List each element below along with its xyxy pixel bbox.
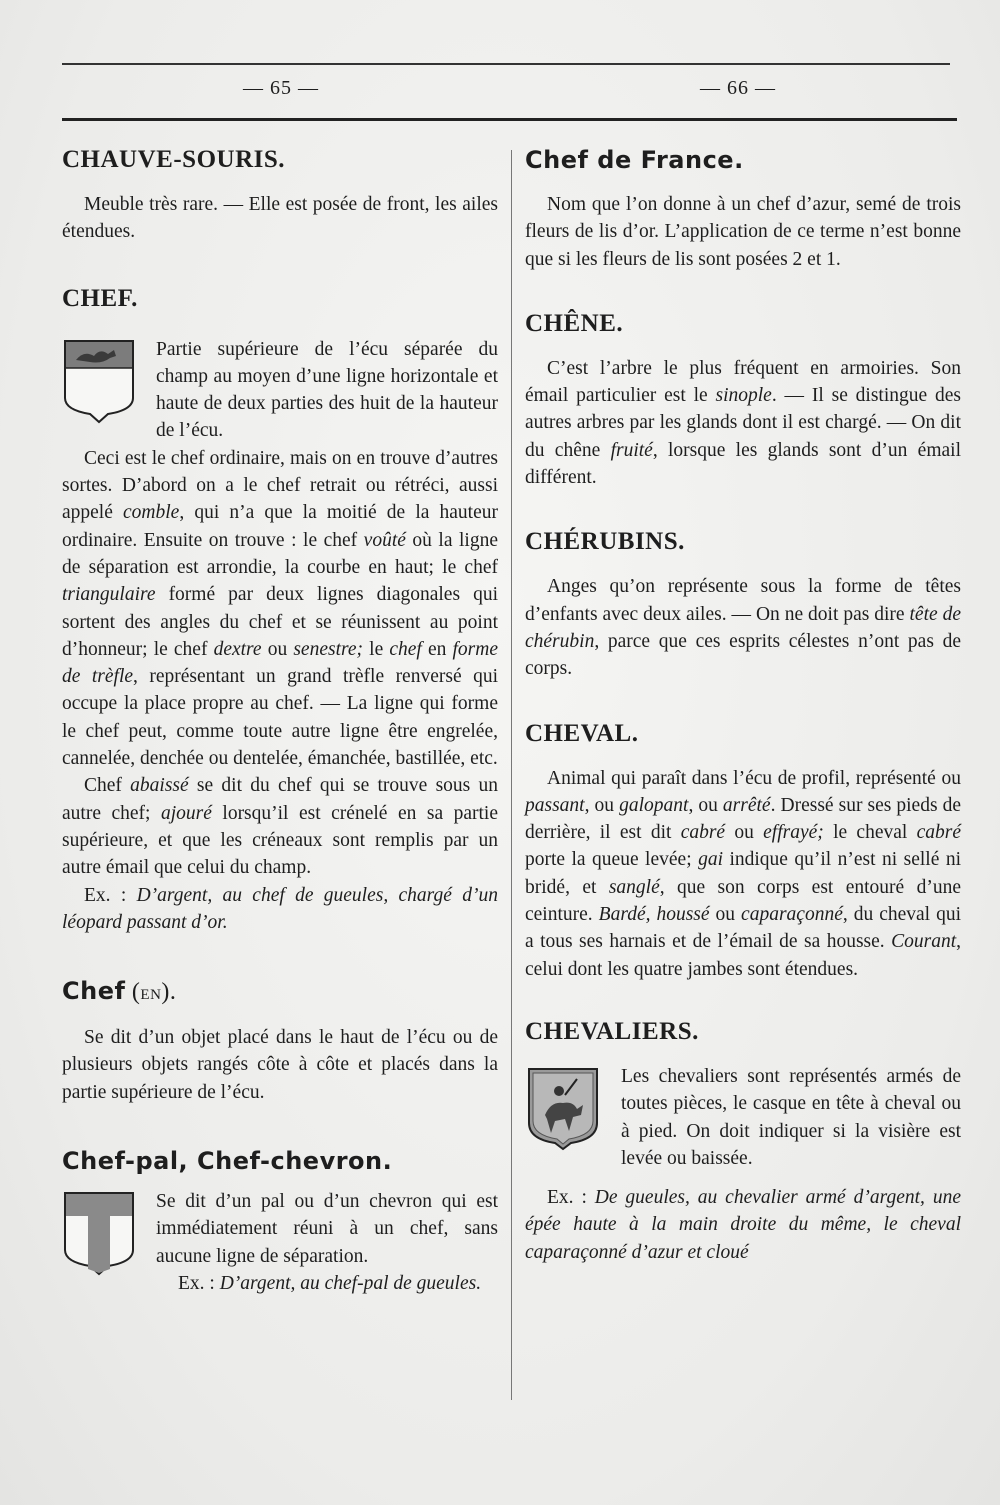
page-number-right: — 66 —: [700, 77, 776, 99]
entry-text-chauve-souris: Meuble très rare. — Elle est posée de front, les ailes étendues.: [62, 194, 498, 243]
entry-text-chef-abaisse: Chef abaissé se dit du chef qui se trouve sous un autre chef; ajouré lorsqu’il est crénelé en sa partie supérieure, et que les créneaux sont remplis par un autre émail que celui du champ.: [62, 775, 499, 879]
shield-chef-icon: [62, 338, 136, 424]
page-number-left: — 65 —: [243, 77, 319, 99]
entry-text-chef-en: Se dit d’un objet placé dans le haut de l’écu ou de plusieurs objets rangés côte à côte et placés dans la partie supérieure de l’écu.: [62, 1027, 498, 1103]
entry-intro-chef: Partie supérieure de l’écu séparée du champ au moyen d’une ligne horizontale et haute de deux parties des huit de la hauteur de l’écu.: [156, 338, 498, 442]
example-chevaliers: Ex. : De gueules, au chevalier armé d’argent, une épée haute à la main droite du même, le cheval caparaçonné d’azur et cloué: [525, 1187, 961, 1263]
entry-title-chauve-souris: CHAUVE-SOURIS.: [62, 146, 286, 173]
entry-title-cheval: CHEVAL.: [525, 719, 639, 747]
header-rule-top: [62, 63, 950, 65]
entry-text-chef-pal: Se dit d’un pal ou d’un chevron qui est immédiatement réuni à un chef, sans aucune ligne de séparation.: [156, 1191, 498, 1267]
entry-title-chef-pal: Chef-pal, Chef-chevron.: [62, 1147, 393, 1176]
right-column: [525, 145, 961, 1266]
entry-title-chef: CHEF.: [62, 284, 138, 312]
shield-chef-pal-icon: [62, 1190, 136, 1276]
entry-title-chef-de-france: Chef de France.: [525, 146, 744, 174]
entry-text-chevaliers: Les chevaliers sont représentés armés de toutes pièces, le casque en tête à cheval ou à pied. On doit indiquer si la visière est levée ou baissée.: [621, 1065, 961, 1169]
column-divider: [511, 150, 512, 1400]
entry-title-chene: CHÊNE.: [525, 309, 624, 337]
entry-title-chevaliers: CHEVALIERS.: [525, 1017, 699, 1045]
entry-title-chef-en: Chef (EN).: [62, 977, 177, 1006]
shield-chevalier-icon: [525, 1065, 601, 1151]
example-chef: Ex. : D’argent, au chef de gueules, chargé d’un léopard passant d’or.: [62, 884, 498, 933]
entry-text-chef-de-france: Nom que l’on donne à un chef d’azur, semé de trois fleurs de lis d’or. L’application de ce terme n’est bonne que si les fleurs de lis sont posées 2 et 1.: [525, 194, 961, 270]
entry-text-chef-sorts: Ceci est le chef ordinaire, mais on en trouve d’autres sortes. D’abord on a le chef retrait ou rétréci, aussi appelé comble, qui n’a que la moitié de la hauteur ordinaire. Ensuite on trouve : le chef voûté où la ligne de séparation est arrondie, la courbe en haut; le chef triangulaire formé par deux lignes diagonales qui sortent des angles du chef et se réunissent au point d’honneur; le chef dextre ou senestre; le chef en forme de trèfle, représentant un grand trèfle renversé qui occupe la place propre au chef. — La ligne qui forme le chef peut, comme toute autre ligne être engrelée, cannelée, denchée ou dentelée, émanchée, bastillée, etc.: [62, 447, 499, 770]
left-column: [62, 145, 498, 1297]
entry-text-chene: C’est l’arbre le plus fréquent en armoiries. Son émail particulier est le sinople. — Il se distingue des autres arbres par les glands dont il est chargé. — On dit du chêne fruité, lorsque les glands sont d’un émail différent.: [525, 357, 961, 489]
entry-title-cherubins: CHÉRUBINS.: [525, 528, 685, 556]
header-rule-bottom: [62, 118, 957, 121]
entry-text-cheval: Animal qui paraît dans l’écu de profil, représenté ou passant, ou galopant, ou arrêté. Dressé sur ses pieds de derrière, il est dit cabré ou effrayé; le cheval cabré porte la queue levée; gai indique qu’il n’est ni sellé ni bridé, et sanglé, que son corps est entouré d’une ceinture. Bardé, houssé ou caparaçonné, du cheval qui a tous ses harnais et de l’émail de sa housse. Courant, celui dont les quatre jambes sont étendues.: [525, 767, 962, 980]
entry-text-cherubins: Anges qu’on représente sous la forme de têtes d’enfants avec deux ailes. — On ne doit pas dire tête de chérubin, parce que ces esprits célestes n’ont pas de corps.: [525, 576, 961, 680]
example-chef-pal: Ex. : D’argent, au chef-pal de gueules.: [178, 1272, 482, 1294]
